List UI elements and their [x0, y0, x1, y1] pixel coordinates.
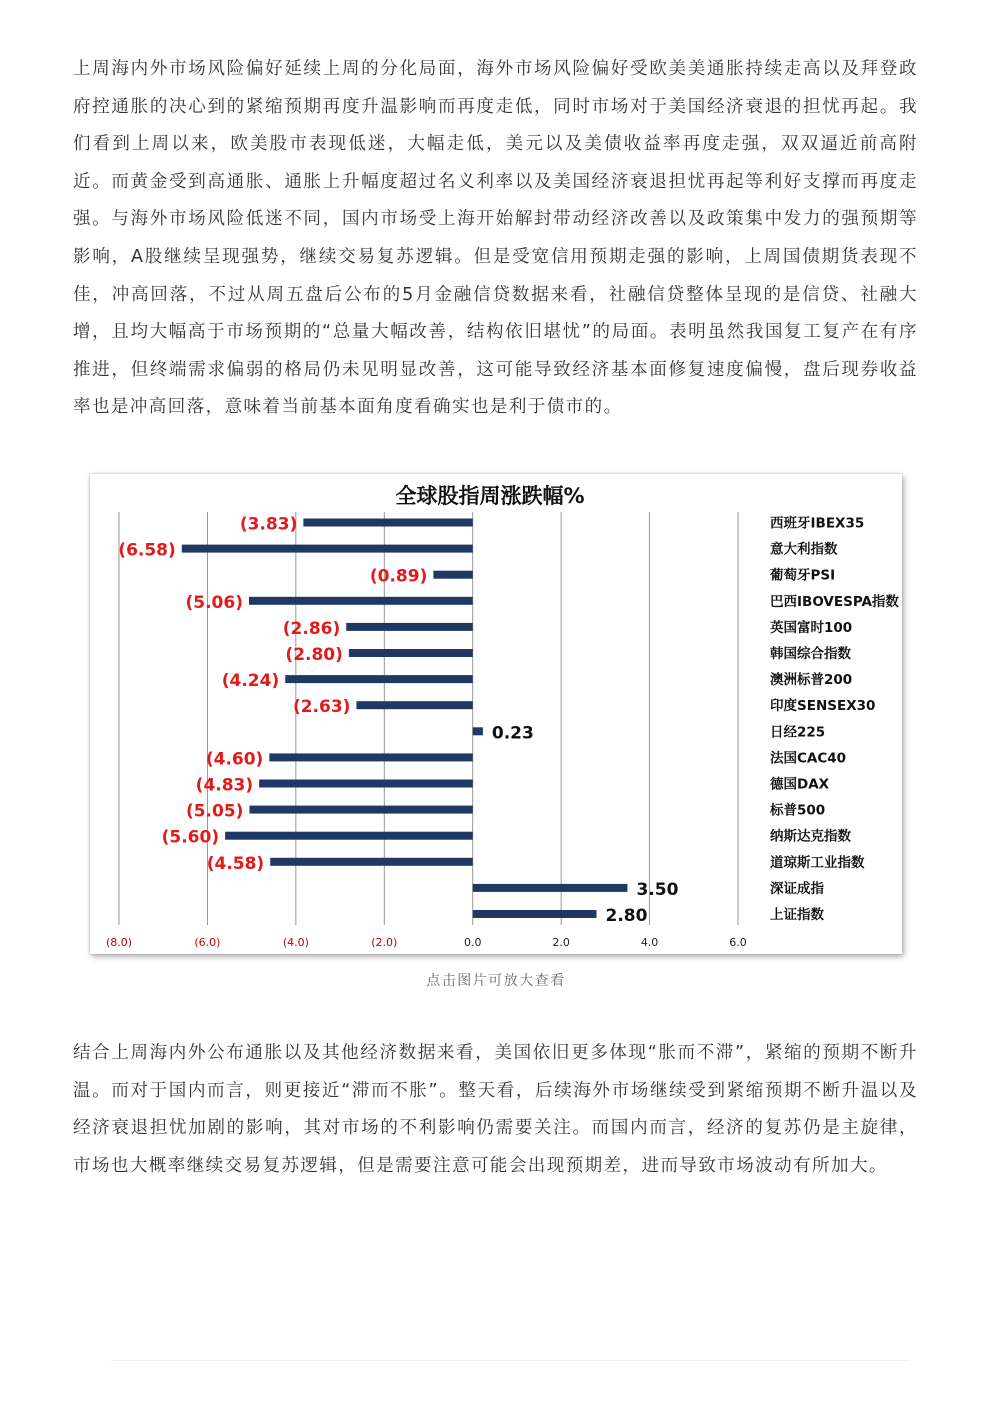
data-label: 0.23 — [491, 723, 534, 744]
bar — [182, 545, 473, 553]
data-label: (2.86) — [282, 618, 341, 639]
bar — [433, 571, 472, 579]
x-tick-label: 4.0 — [640, 936, 659, 949]
bar — [225, 832, 473, 840]
x-tick-label: (8.0) — [105, 936, 133, 949]
data-label: (0.89) — [369, 566, 428, 587]
x-tick-label: (2.0) — [371, 936, 398, 949]
category-label: 德国DAX — [770, 776, 830, 793]
bar — [349, 649, 473, 657]
intro-paragraph: 上周海内外市场风险偏好延续上周的分化局面，海外市场风险偏好受欧美美通胀持续走高以及拜登政府控通胀的决心到的紧缩预期再度升温影响而再度走低，同时市场对于美国经济衰退的担忧再起。我们看到上周以来，欧美股市表现低迷，大幅走低，美元以及美债收益率再度走强，双双逼近前高附近。而黄金受到高通胀、通胀上升幅度超过名义利率以及美国经济衰退担忧再起等利好支撑而再度走强。与海外市场风险低迷不同，国内市场受上海开始解封带动经济改善以及政策集中发力的强预期等影响，A股继续呈现强势，继续交易复苏逻辑。但是受宽信用预期走强的影响，上周国债期货表现不佳，冲高回落，不过从周五盘后公布的5月金融信贷数据来看，社融信贷整体呈现的是信贷、社融大增，且均大幅高于市场预期的“总量大幅改善，结构依旧堪忧”的局面。表明虽然我国复工复产在有序推进，但终端需求偏弱的格局仍未见明显改善，这可能导致经济基本面修复速度偏慢，盘后现券收益率也是冲高回落，意味着当前基本面角度看确实也是利于债市的。 — [73, 59, 918, 418]
data-label: 3.50 — [636, 879, 679, 900]
data-label: (4.24) — [221, 671, 280, 692]
bar — [303, 519, 472, 527]
bar — [249, 806, 472, 814]
category-label: 西班牙IBEX35 — [770, 515, 865, 532]
category-label: 标普500 — [770, 802, 826, 819]
category-label: 巴西IBOVESPA指数 — [770, 593, 899, 610]
bar — [473, 727, 483, 735]
bar-chart — [90, 474, 902, 954]
bar — [269, 753, 472, 761]
data-label: (4.60) — [205, 749, 264, 770]
data-label: 2.80 — [605, 906, 648, 926]
category-label: 深证成指 — [770, 880, 824, 897]
x-tick-label: (6.0) — [194, 936, 221, 949]
data-label: (3.83) — [239, 514, 298, 535]
data-label: (5.05) — [185, 801, 244, 822]
category-label: 印度SENSEX30 — [770, 698, 876, 715]
bar — [473, 884, 628, 892]
x-tick-label: 6.0 — [729, 936, 747, 949]
x-axis-tick-labels — [106, 936, 747, 949]
x-tick-label: (4.0) — [282, 936, 309, 949]
chart-image[interactable] — [90, 474, 902, 954]
category-label: 韩国综合指数 — [770, 646, 851, 662]
bar — [249, 597, 473, 605]
data-label: (2.80) — [285, 645, 343, 665]
chart-title: 全球股指周涨跌幅% — [395, 484, 585, 508]
category-label: 纳斯达克指数 — [770, 828, 851, 845]
image-caption: 点击图片可放大查看 — [426, 973, 566, 989]
category-label: 意大利指数 — [770, 541, 838, 558]
category-label: 澳洲标普200 — [770, 672, 853, 689]
category-label: 葡萄牙PSI — [770, 567, 836, 584]
data-label: (2.63) — [292, 697, 351, 718]
bar — [473, 910, 597, 918]
bar — [259, 780, 473, 788]
data-label: (4.58) — [206, 853, 265, 874]
category-label: 道琼斯工业指数 — [770, 854, 865, 871]
data-label: (6.58) — [118, 540, 176, 561]
data-label: (4.83) — [195, 775, 254, 796]
bar — [270, 858, 473, 866]
data-label: (5.06) — [185, 592, 243, 613]
bar — [346, 623, 472, 631]
category-label: 日经225 — [770, 724, 826, 741]
category-labels — [769, 516, 899, 924]
x-tick-label: 0.0 — [463, 936, 482, 949]
category-label: 英国富时100 — [770, 619, 853, 636]
category-label: 法国CAC40 — [770, 750, 847, 767]
bar — [356, 701, 472, 709]
data-label: (5.60) — [161, 827, 220, 848]
x-tick-label: 2.0 — [552, 936, 570, 949]
bar — [285, 675, 472, 683]
category-label: 上证指数 — [770, 907, 824, 923]
footer-divider — [110, 1360, 910, 1361]
conclusion-paragraph: 结合上周海内外公布通胀以及其他经济数据来看，美国依旧更多体现“胀而不滞”，紧缩的预期不断升温。而对于国内而言，则更接近“滞而不胀”。整天看，后续海外市场继续受到紧缩预期不断升温以及经济衰退担忧加剧的影响，其对市场的不利影响仍需要关注。而国内而言，经济的复苏仍是主旋律，市场也大概率继续交易复苏逻辑，但是需要注意可能会出现预期差，进而导致市场波动有所加大。 — [73, 1043, 918, 1176]
